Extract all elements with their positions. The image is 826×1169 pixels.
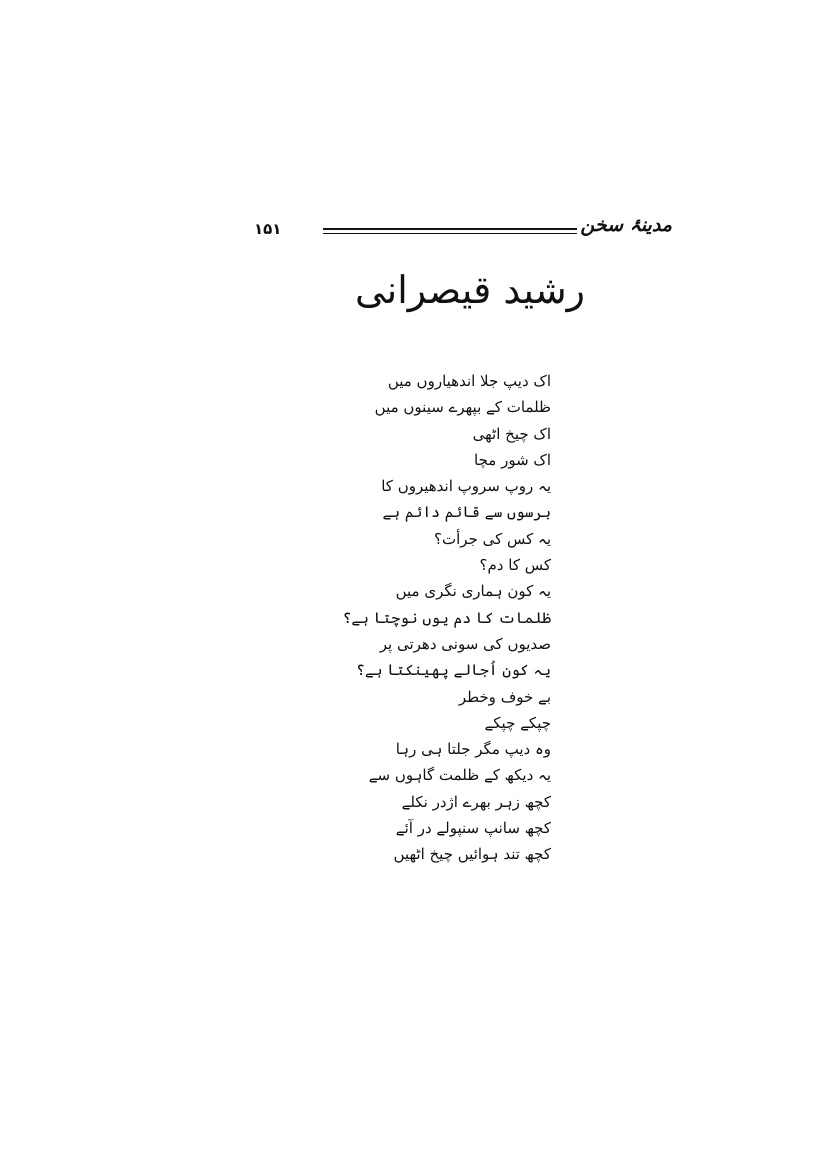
- poem: [300, 368, 551, 868]
- poem-line: اک دیپ جلا اندھیاروں میں: [387, 372, 551, 390]
- header-rule: [323, 228, 577, 234]
- poem-line: کس کا دم؟: [479, 556, 551, 575]
- poem-line: اک چیخ اٹھی: [472, 424, 551, 443]
- poem-line: بے خوف وخطر: [458, 687, 551, 706]
- poem-line: چپکے چپکے: [484, 713, 551, 732]
- page-number: ۱۵۱: [254, 220, 282, 238]
- poem-line: ظلمات کا دم یوں نوچتا ہے؟: [342, 608, 551, 627]
- poem-line: کچھ تند ہوائیں چیخ اٹھیں: [393, 845, 551, 864]
- poem-line: یہ کون اُجالے پھینکتا ہے؟: [356, 661, 551, 680]
- poem-line: یہ دیکھ کے ظلمت گاہوں سے: [368, 766, 551, 785]
- poem-line: کچھ سانپ سنپولے در آئے: [395, 819, 551, 838]
- poem-line: یہ روپ سروپ اندھیروں کا: [381, 477, 551, 496]
- poem-line: یہ کس کی جرأت؟: [434, 529, 551, 548]
- journal-name: مدینۂ سخن: [580, 214, 672, 236]
- poem-line: ظلمات کے بپھرے سینوں میں: [374, 398, 551, 417]
- poem-line: صدیوں کی سونی دھرتی پر: [379, 634, 551, 653]
- poem-line: برسوں سے قائم دائم ہے: [382, 503, 551, 522]
- poem-line: اک شور مچا: [474, 450, 551, 469]
- poem-line: کچھ زہر بھرے اژدر نکلے: [401, 792, 551, 811]
- poet-name: رشید قیصرانی: [354, 268, 586, 312]
- poem-line: وہ دیپ مگر جلتا ہی رہا: [395, 740, 551, 759]
- poem-line: یہ کون ہماری نگری میں: [395, 582, 551, 601]
